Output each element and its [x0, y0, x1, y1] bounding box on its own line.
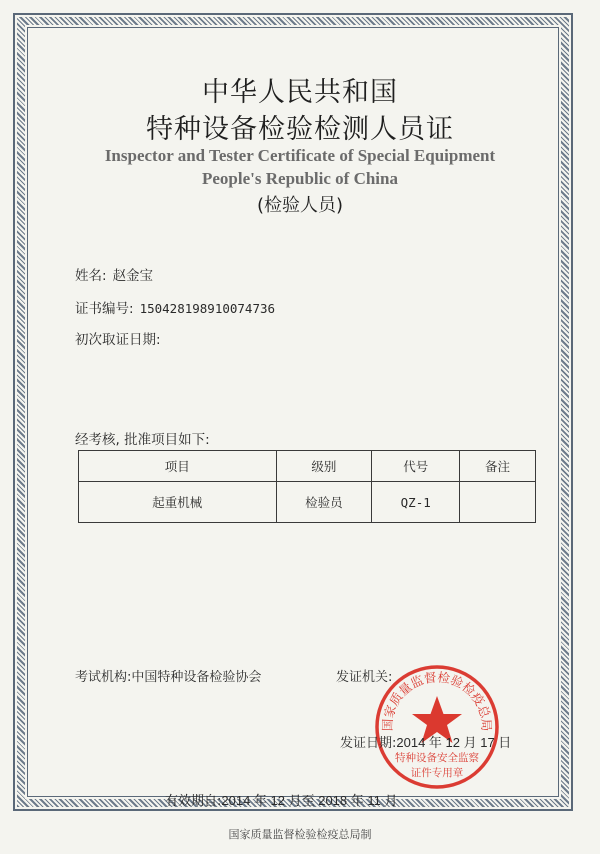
- issuer-label: 发证机关:: [336, 670, 393, 685]
- title-en-line2: People's Republic of China: [202, 169, 398, 188]
- name-value: 赵金宝: [112, 268, 154, 284]
- validity-label: 有效期自:: [165, 794, 222, 809]
- table-header-row: [79, 451, 536, 482]
- issue-date-value: 2014 年 12 月 17 日: [396, 735, 512, 750]
- title-cn-line1: 中华人民共和国: [202, 77, 398, 108]
- official-seal: [372, 662, 502, 792]
- header-code: 代号: [372, 451, 460, 482]
- subtitle: (检验人员): [256, 195, 344, 216]
- exam-org-label: 考试机构:: [75, 670, 132, 685]
- cell-level: 检验员: [276, 482, 372, 523]
- cert-label: 证书编号:: [75, 301, 134, 317]
- exam-org-field: [75, 666, 261, 685]
- exam-org-value: 中国特种设备检验协会: [131, 670, 262, 685]
- cell-item: 起重机械: [79, 482, 277, 523]
- approval-table: [78, 450, 536, 523]
- title-en-line1: Inspector and Tester Certificate of Special Equipment: [104, 146, 496, 165]
- header-item: 项目: [79, 451, 277, 482]
- printed-by: 国家质量监督检验检疫总局制: [228, 828, 372, 841]
- approval-intro: 经考核, 批准项目如下:: [75, 432, 210, 448]
- cert-field: [75, 297, 275, 317]
- table-row: [79, 482, 536, 523]
- validity-value: 2014 年 12 月至 2018 年 11 月: [221, 793, 398, 808]
- cert-value: 150428198910074736: [139, 301, 276, 316]
- header-level: 级别: [276, 451, 372, 482]
- title-cn-line2: 特种设备检验检测人员证: [146, 114, 454, 145]
- seal-inner-line2: 证件专用章: [410, 767, 464, 779]
- name-field: [75, 264, 153, 284]
- seal-ring-text: 国家质量监督检验检疫总局: [379, 669, 495, 732]
- issue-date-label: 发证日期:: [340, 736, 397, 751]
- cell-note: [460, 482, 536, 523]
- issue-date-field: [340, 732, 511, 751]
- first-date-label: 初次取证日期:: [75, 332, 161, 348]
- header-note: 备注: [460, 451, 536, 482]
- seal-inner-line1: 特种设备安全监察: [395, 752, 479, 764]
- cell-code: QZ-1: [372, 482, 460, 523]
- validity-field: [165, 790, 397, 809]
- first-date-field: [75, 328, 161, 348]
- name-label: 姓名:: [75, 268, 107, 284]
